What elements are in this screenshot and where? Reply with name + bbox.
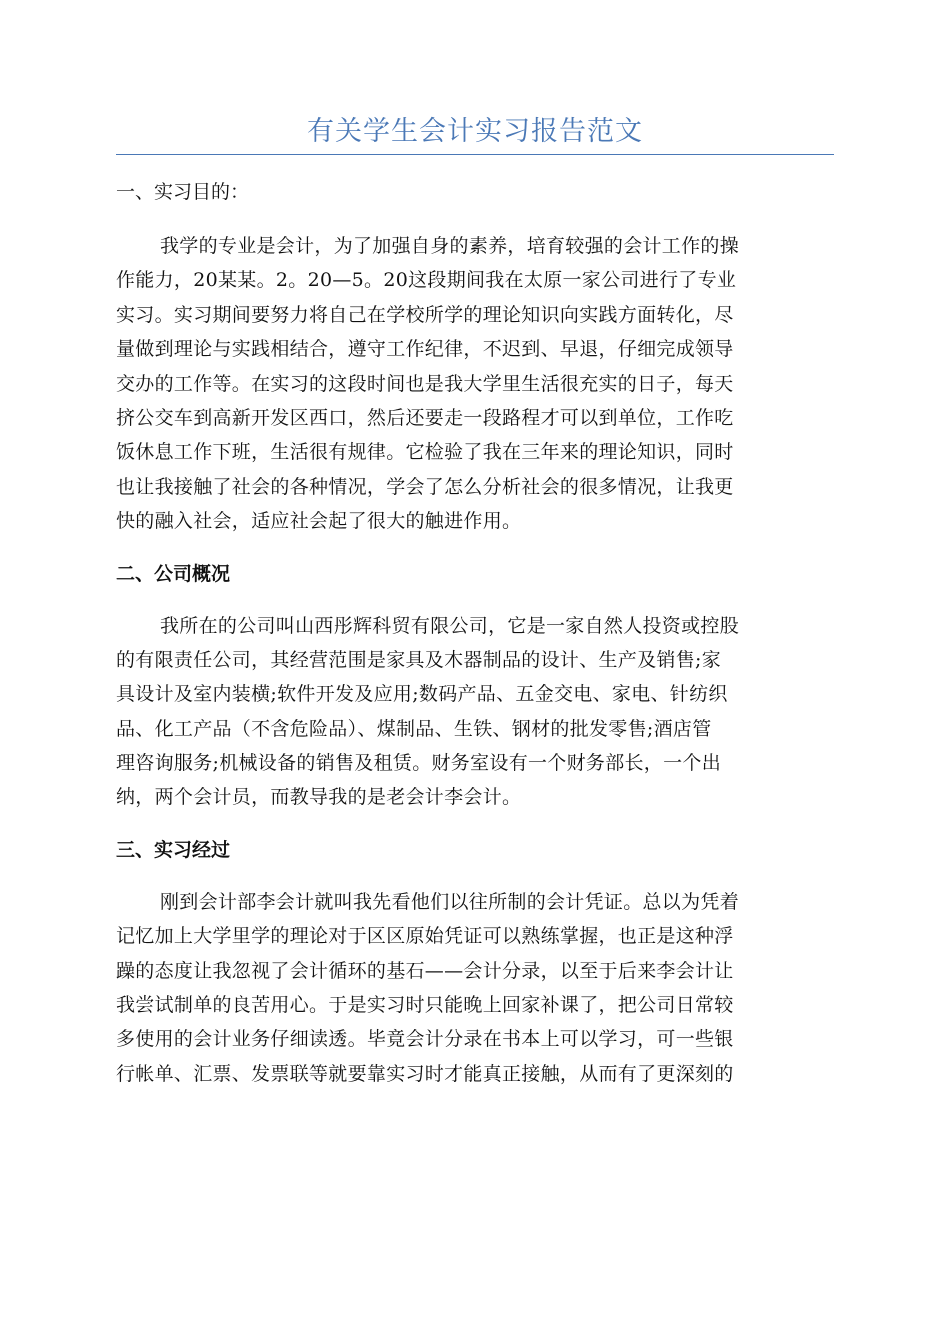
paragraph-line: 作能力，20某某。2。20—5。20这段期间我在太原一家公司进行了专业 [116, 269, 737, 292]
paragraph-line: 我尝试制单的良苦用心。于是实习时只能晚上回家补课了，把公司日常较 [116, 994, 734, 1017]
paragraph-line: 挤公交车到高新开发区西口，然后还要走一段路程才可以到单位，工作吃 [116, 406, 734, 429]
paragraph-line: 行帐单、汇票、发票联等就要靠实习时才能真正接触，从而有了更深刻的 [116, 1062, 734, 1085]
paragraph-line: 实习。实习期间要努力将自己在学校所学的理论知识向实践方面转化，尽 [116, 303, 734, 326]
section-heading-process: 三、实习经过 [116, 838, 231, 861]
paragraph-line: 多使用的会计业务仔细读透。毕竟会计分录在书本上可以学习，可一些银 [116, 1028, 734, 1051]
paragraph-line: 躁的态度让我忽视了会计循环的基石——会计分录，以至于后来李会计让 [116, 959, 734, 982]
paragraph-line: 饭休息工作下班，生活很有规律。它检验了我在三年来的理论知识，同时 [116, 441, 734, 464]
paragraph-line: 刚到会计部李会计就叫我先看他们以往所制的会计凭证。总以为凭着 [160, 890, 740, 913]
document-body [116, 175, 834, 1091]
section-paragraph-purpose [116, 229, 834, 539]
paragraph-line: 快的融入社会，适应社会起了很大的触进作用。 [116, 510, 522, 533]
section-paragraph-process [116, 885, 834, 1091]
section-heading-company: 二、公司概况 [116, 562, 231, 585]
paragraph-line: 的有限责任公司，其经营范围是家具及木器制品的设计、生产及销售;家 [116, 648, 722, 671]
paragraph-line: 我学的专业是会计，为了加强自身的素养，培育较强的会计工作的操 [160, 235, 740, 257]
section-paragraph-company [116, 609, 834, 815]
paragraph-line: 我所在的公司叫山西彤辉科贸有限公司，它是一家自然人投资或控股 [160, 614, 740, 637]
paragraph-line: 量做到理论与实践相结合，遵守工作纪律，不迟到、早退，仔细完成领导 [116, 338, 734, 361]
paragraph-line: 交办的工作等。在实习的这段时间也是我大学里生活很充实的日子，每天 [116, 372, 734, 395]
paragraph-line: 纳，两个会计员，而教导我的是老会计李会计。 [116, 786, 522, 809]
paragraph-line: 也让我接触了社会的各种情况，学会了怎么分析社会的很多情况，让我更 [116, 475, 734, 498]
title-underline [116, 154, 834, 155]
paragraph-line: 记忆加上大学里学的理论对于区区原始凭证可以熟练掌握，也正是这种浮 [116, 925, 734, 948]
paragraph-line: 具设计及室内装横;软件开发及应用;数码产品、五金交电、家电、针纺织 [116, 683, 728, 706]
section-heading-purpose: 一、实习目的： [116, 181, 250, 203]
paragraph-line: 理咨询服务;机械设备的销售及租赁。财务室设有一个财务部长，一个出 [116, 752, 722, 775]
document-title: 有关学生会计实习报告范文 [307, 116, 643, 147]
paragraph-line: 品、化工产品（不含危险品）、煤制品、生铁、钢材的批发零售;酒店管 [116, 717, 712, 740]
